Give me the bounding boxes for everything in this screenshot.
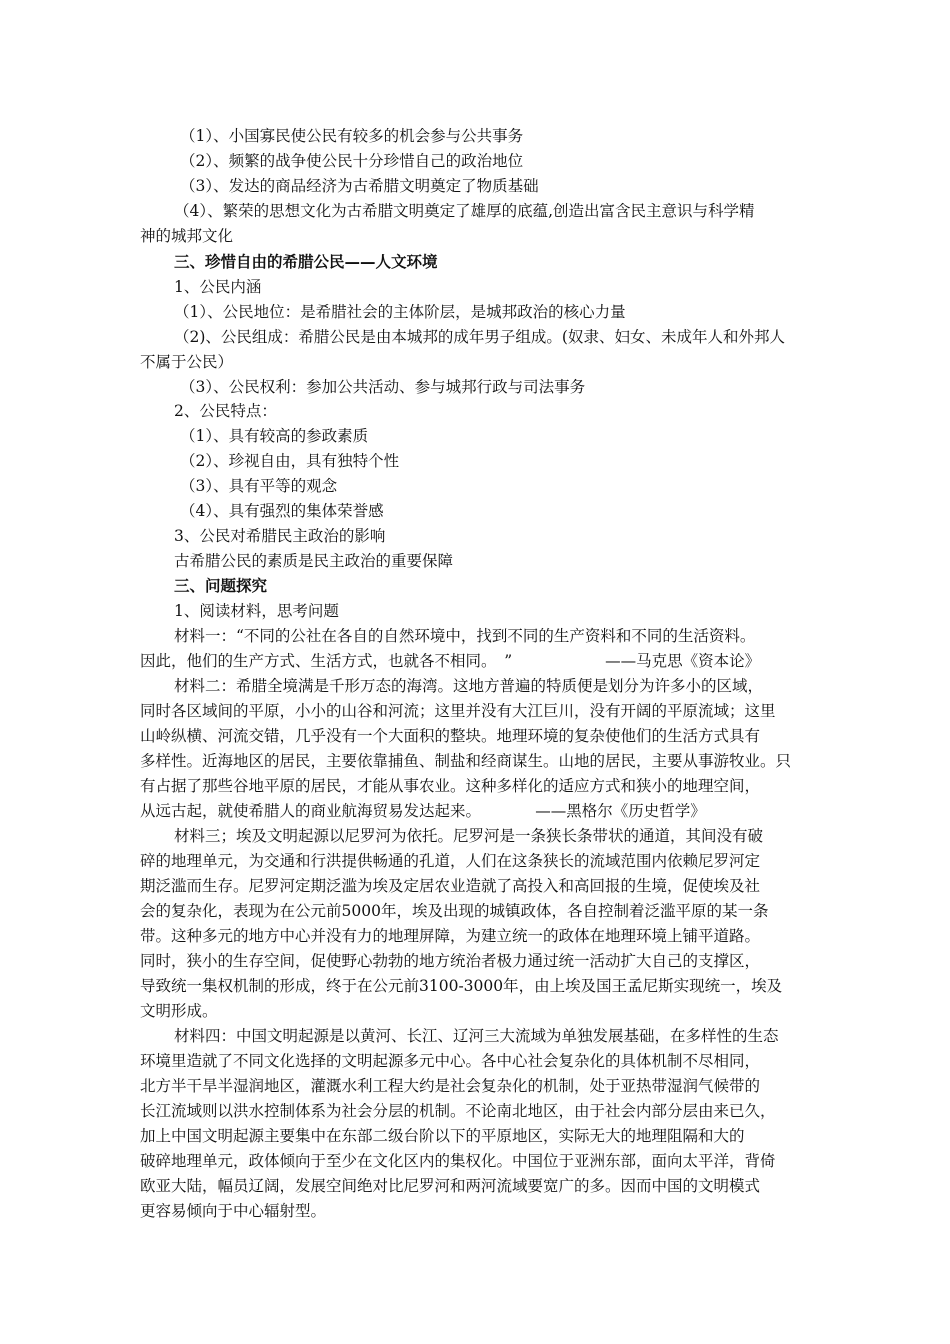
text-line: 不属于公民） [140, 353, 234, 371]
text-line: 材料二：希腊全境满是千形万态的海湾。这地方普遍的特质便是划分为许多小的区域， [174, 677, 764, 695]
text-line: （2)、公民组成：希腊公民是由本城邦的成年男子组成。(奴隶、妇女、未成年人和外邦人 [174, 328, 785, 346]
text-line: （4）、繁荣的思想文化为古希腊文明奠定了雄厚的底蕴,创造出富含民主意识与科学精 [174, 202, 755, 220]
text-line: 3、公民对希腊民主政治的影响 [174, 527, 386, 545]
text-line: 1、公民内涵 [174, 278, 262, 296]
text-line: 期泛滥而生存。尼罗河定期泛滥为埃及定居农业造就了高投入和高回报的生境，促使埃及社 [140, 877, 761, 895]
text-line: （3）、具有平等的观念 [180, 477, 338, 495]
text-line: 神的城邦文化 [140, 227, 234, 245]
section-heading: 三、问题探究 [174, 577, 268, 595]
section-heading: 三、珍惜自由的希腊公民——人文环境 [174, 253, 438, 271]
text-line: 北方半干旱半湿润地区，灌溉水利工程大约是社会复杂化的机制，处于亚热带湿润气候带的 [140, 1077, 761, 1095]
text-line: （3）、公民权利：参加公共活动、参与城邦行政与司法事务 [180, 378, 586, 396]
text-line: 会的复杂化，表现为在公元前5000年，埃及出现的城镇政体，各自控制着泛滥平原的某一条 [140, 902, 769, 920]
text-line: 文明形成。 [140, 1002, 218, 1020]
text-line: （2）、珍视自由，具有独特个性 [180, 452, 400, 470]
text-line: 同时各区域间的平原，小小的山谷和河流；这里并没有大江巨川，没有开阔的平原流域；这里 [140, 702, 776, 720]
text-line: 加上中国文明起源主要集中在东部二级台阶以下的平原地区，实际无大的地理阻隔和大的 [140, 1127, 745, 1145]
text-line: 环境里造就了不同文化选择的文明起源多元中心。各中心社会复杂化的具体机制不尽相同， [140, 1052, 761, 1070]
text-line: 更容易倾向于中心辐射型。 [140, 1202, 327, 1220]
text-line: （3）、发达的商品经济为古希腊文明奠定了物质基础 [180, 177, 539, 195]
text-line: 材料一：“不同的公社在各自的自然环境中，找到不同的生产资料和不同的生活资料。 [174, 627, 756, 645]
text-line: 碎的地理单元，为交通和行洪提供畅通的孔道，人们在这条狭长的流域范围内依赖尼罗河定 [140, 852, 761, 870]
text-line: 山岭纵横、河流交错，几乎没有一个大面积的整块。地理环境的复杂使他们的生活方式具有 [140, 727, 761, 745]
text-line: 多样性。近海地区的居民，主要依靠捕鱼、制盐和经商谋生。山地的居民，主要从事游牧业。只 [140, 752, 792, 770]
text-line: 同时，狭小的生存空间，促使野心勃勃的地方统治者极力通过统一活动扩大自己的支撑区， [140, 952, 761, 970]
text-line: 导致统一集权机制的形成，终于在公元前3100-3000年，由上埃及国王孟尼斯实现统一，埃及 [140, 977, 783, 995]
text-line: 带。这种多元的地方中心并没有力的地理屏障，为建立统一的政体在地理环境上铺平道路。 [140, 927, 761, 945]
text-line: 因此，他们的生产方式、生活方式，也就各不相同。 ” ——马克思《资本论》 [140, 652, 761, 670]
text-line: （1）、小国寡民使公民有较多的机会参与公共事务 [180, 127, 524, 145]
text-line: 有占据了那些谷地平原的居民，才能从事农业。这种多样化的适应方式和狭小的地理空间， [140, 777, 761, 795]
text-line: 长江流域则以洪水控制体系为社会分层的机制。不论南北地区，由于社会内部分层由来已久， [140, 1102, 776, 1120]
text-line: （1）、公民地位：是希腊社会的主体阶层，是城邦政治的核心力量 [174, 303, 626, 321]
text-line: 2、公民特点： [174, 402, 277, 420]
text-line: 材料三；埃及文明起源以尼罗河为依托。尼罗河是一条狭长条带状的通道，其间没有破 [174, 827, 764, 845]
text-line: 1、阅读材料，思考问题 [174, 602, 339, 620]
text-line: 破碎地理单元，政体倾向于至少在文化区内的集权化。中国位于亚洲东部，面向太平洋，背倚 [140, 1152, 776, 1170]
text-line: 欧亚大陆，幅员辽阔，发展空间绝对比尼罗河和两河流域要宽广的多。因而中国的文明模式 [140, 1177, 761, 1195]
text-line: 材料四：中国文明起源是以黄河、长江、辽河三大流域为单独发展基础，在多样性的生态 [174, 1027, 779, 1045]
text-line: （2）、频繁的战争使公民十分珍惜自己的政治地位 [180, 152, 524, 170]
text-line: （1）、具有较高的参政素质 [180, 427, 369, 445]
text-line: （4）、具有强烈的集体荣誉感 [180, 502, 384, 520]
text-line: 从远古起，就使希腊人的商业航海贸易发达起来。 ——黑格尔《历史哲学》 [140, 802, 706, 820]
text-line: 古希腊公民的素质是民主政治的重要保障 [174, 552, 454, 570]
